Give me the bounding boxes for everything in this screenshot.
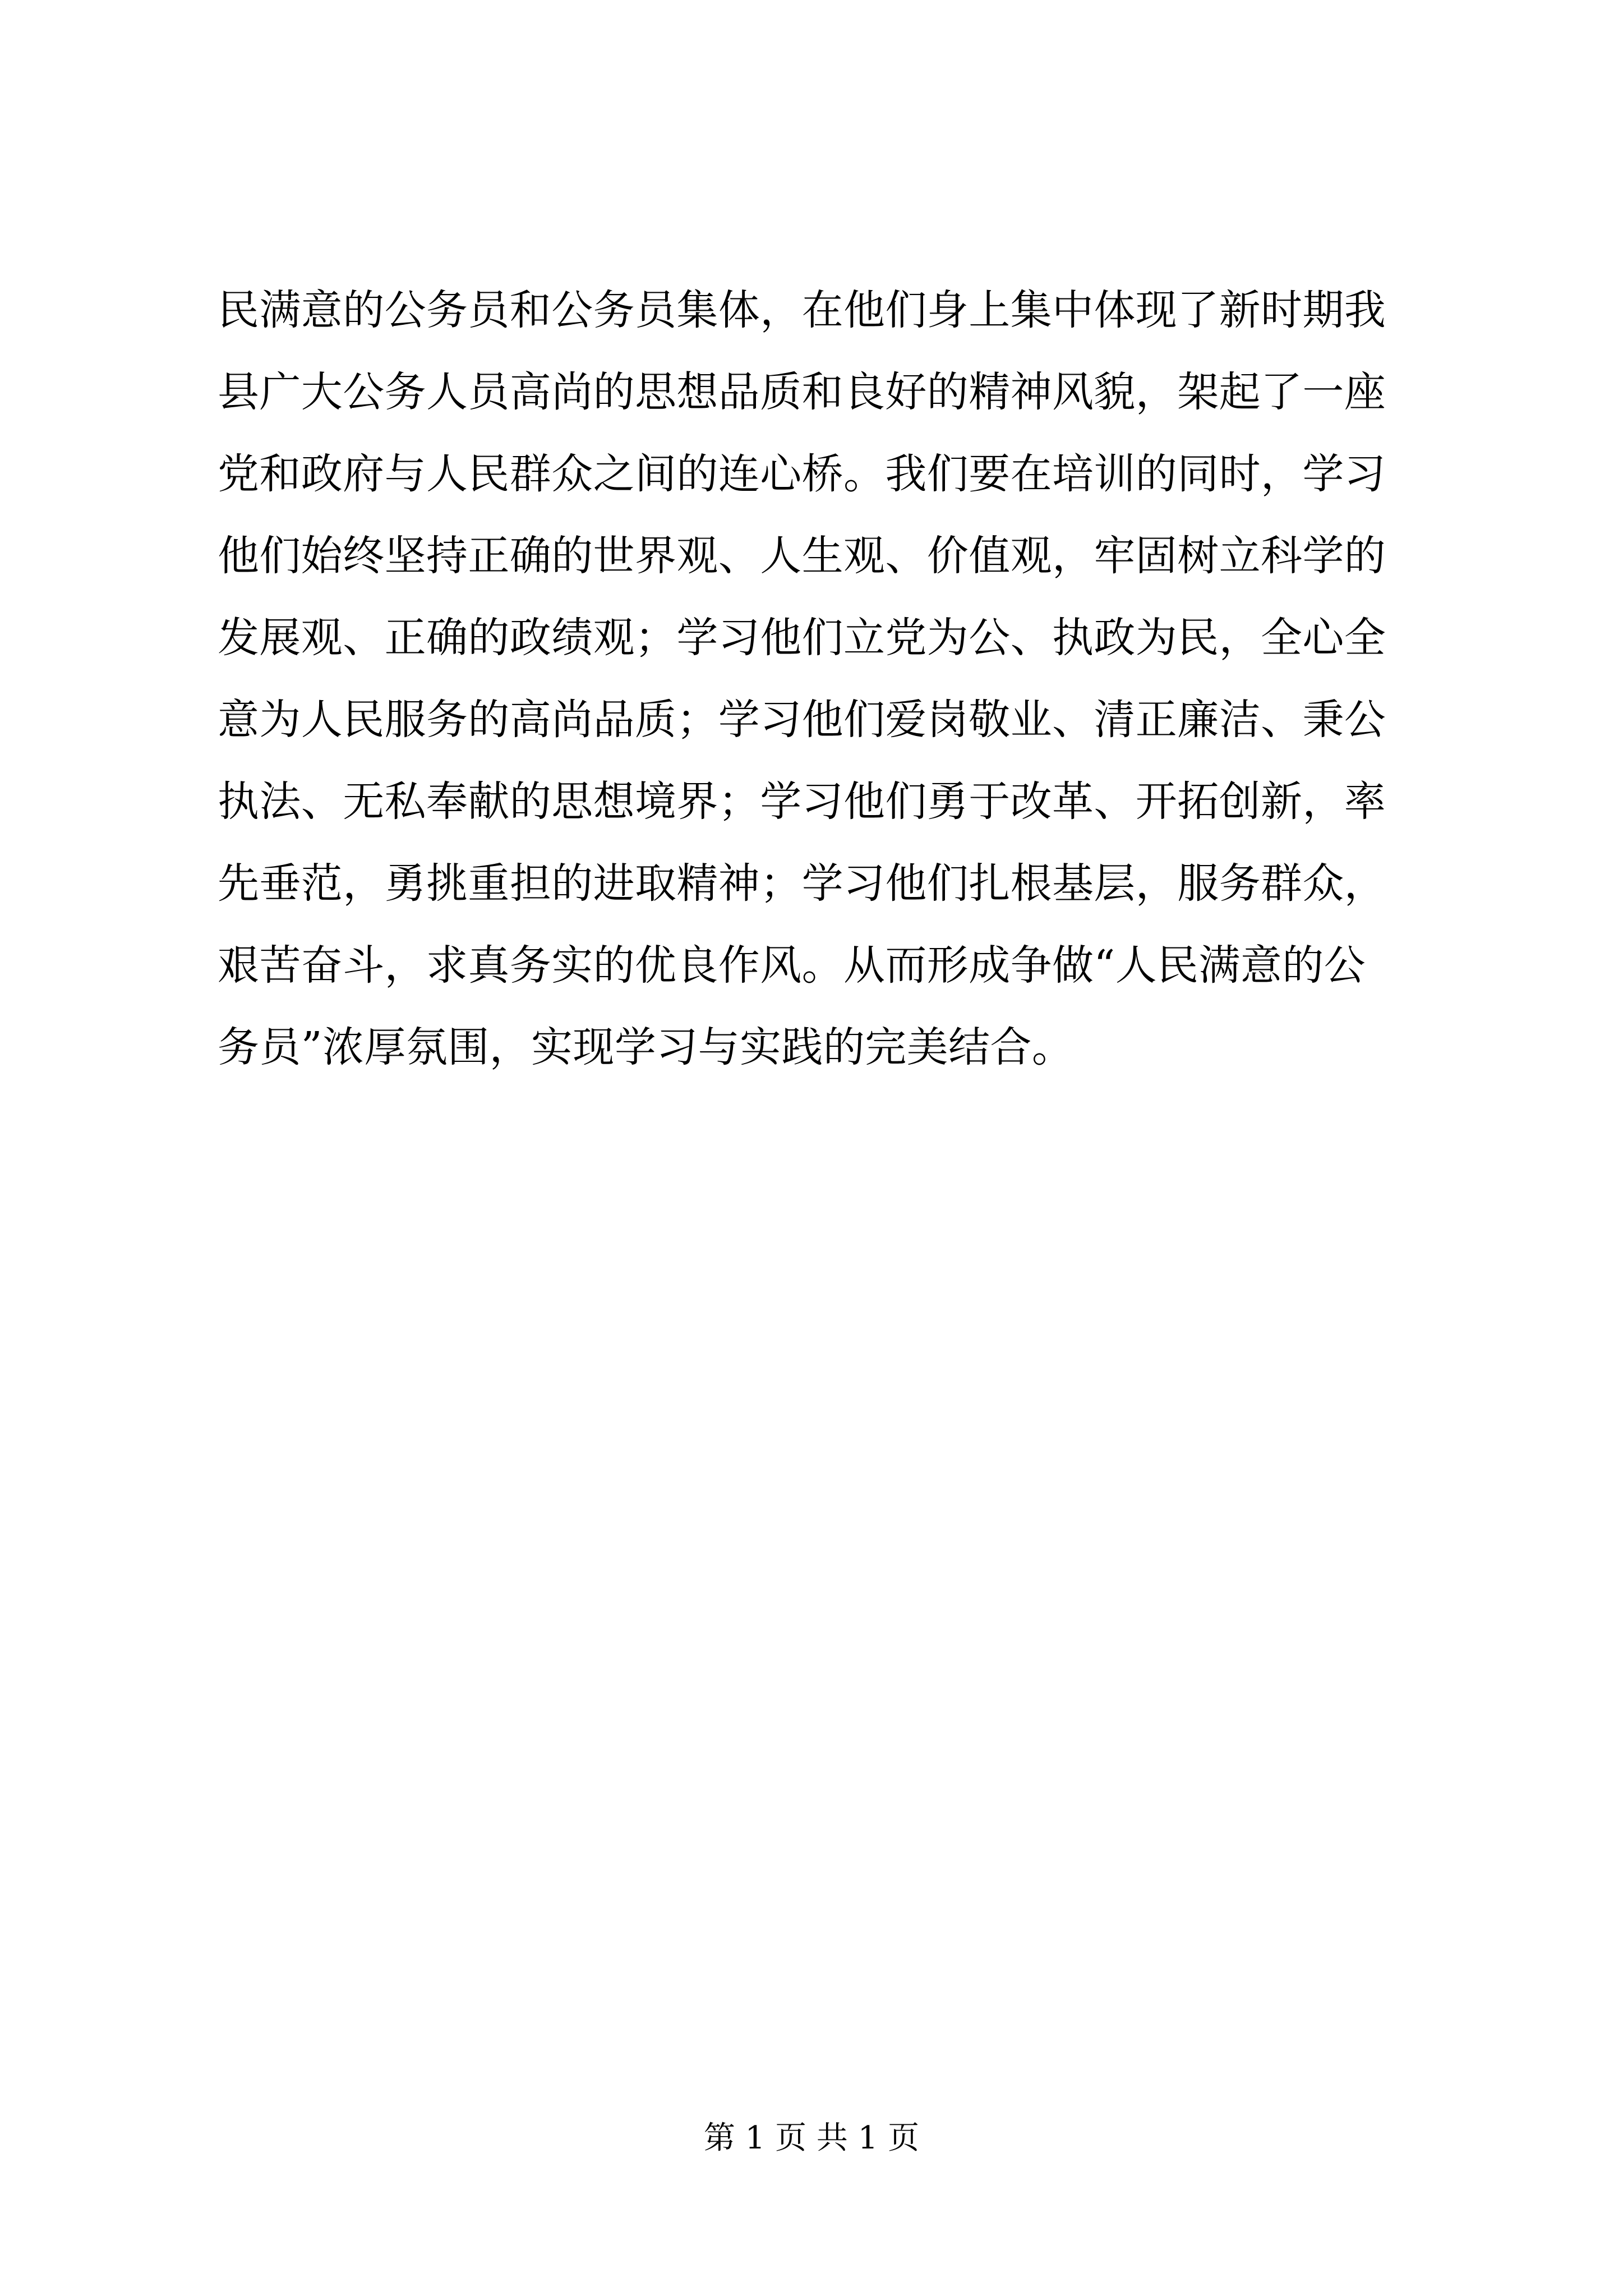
paragraph-line: 党和政府与人民群众之间的连心桥。我们要在培训的同时，学习	[218, 450, 1386, 498]
paragraph-line: 艰苦奋斗，求真务实的优良作风。从而形成争做“人民满意的公	[218, 941, 1366, 990]
paragraph-line: 执法、无私奉献的思想境界；学习他们勇于改革、开拓创新，率	[218, 777, 1386, 826]
page-footer	[0, 2116, 1623, 2161]
paragraph-line: 他们始终坚持正确的世界观、人生观、价值观，牢固树立科学的	[218, 532, 1386, 580]
paragraph-line: 发展观、正确的政绩观；学习他们立党为公、执政为民，全心全	[218, 614, 1386, 662]
paragraph-line: 意为人民服务的高尚品质；学习他们爱岗敬业、清正廉洁、秉公	[218, 696, 1386, 744]
page-number-label: 第 1 页 共 1 页	[703, 2120, 920, 2156]
paragraph-line: 县广大公务人员高尚的思想品质和良好的精神风貌，架起了一座	[218, 368, 1386, 416]
paragraph-line: 先垂范，勇挑重担的进取精神；学习他们扎根基层，服务群众，	[218, 859, 1386, 908]
paragraph-line: 民满意的公务员和公务员集体，在他们身上集中体现了新时期我	[218, 286, 1386, 334]
body-paragraph	[218, 269, 1418, 1088]
paragraph-line: 务员”浓厚氛围，实现学习与实践的完美结合。	[218, 1023, 1074, 1071]
